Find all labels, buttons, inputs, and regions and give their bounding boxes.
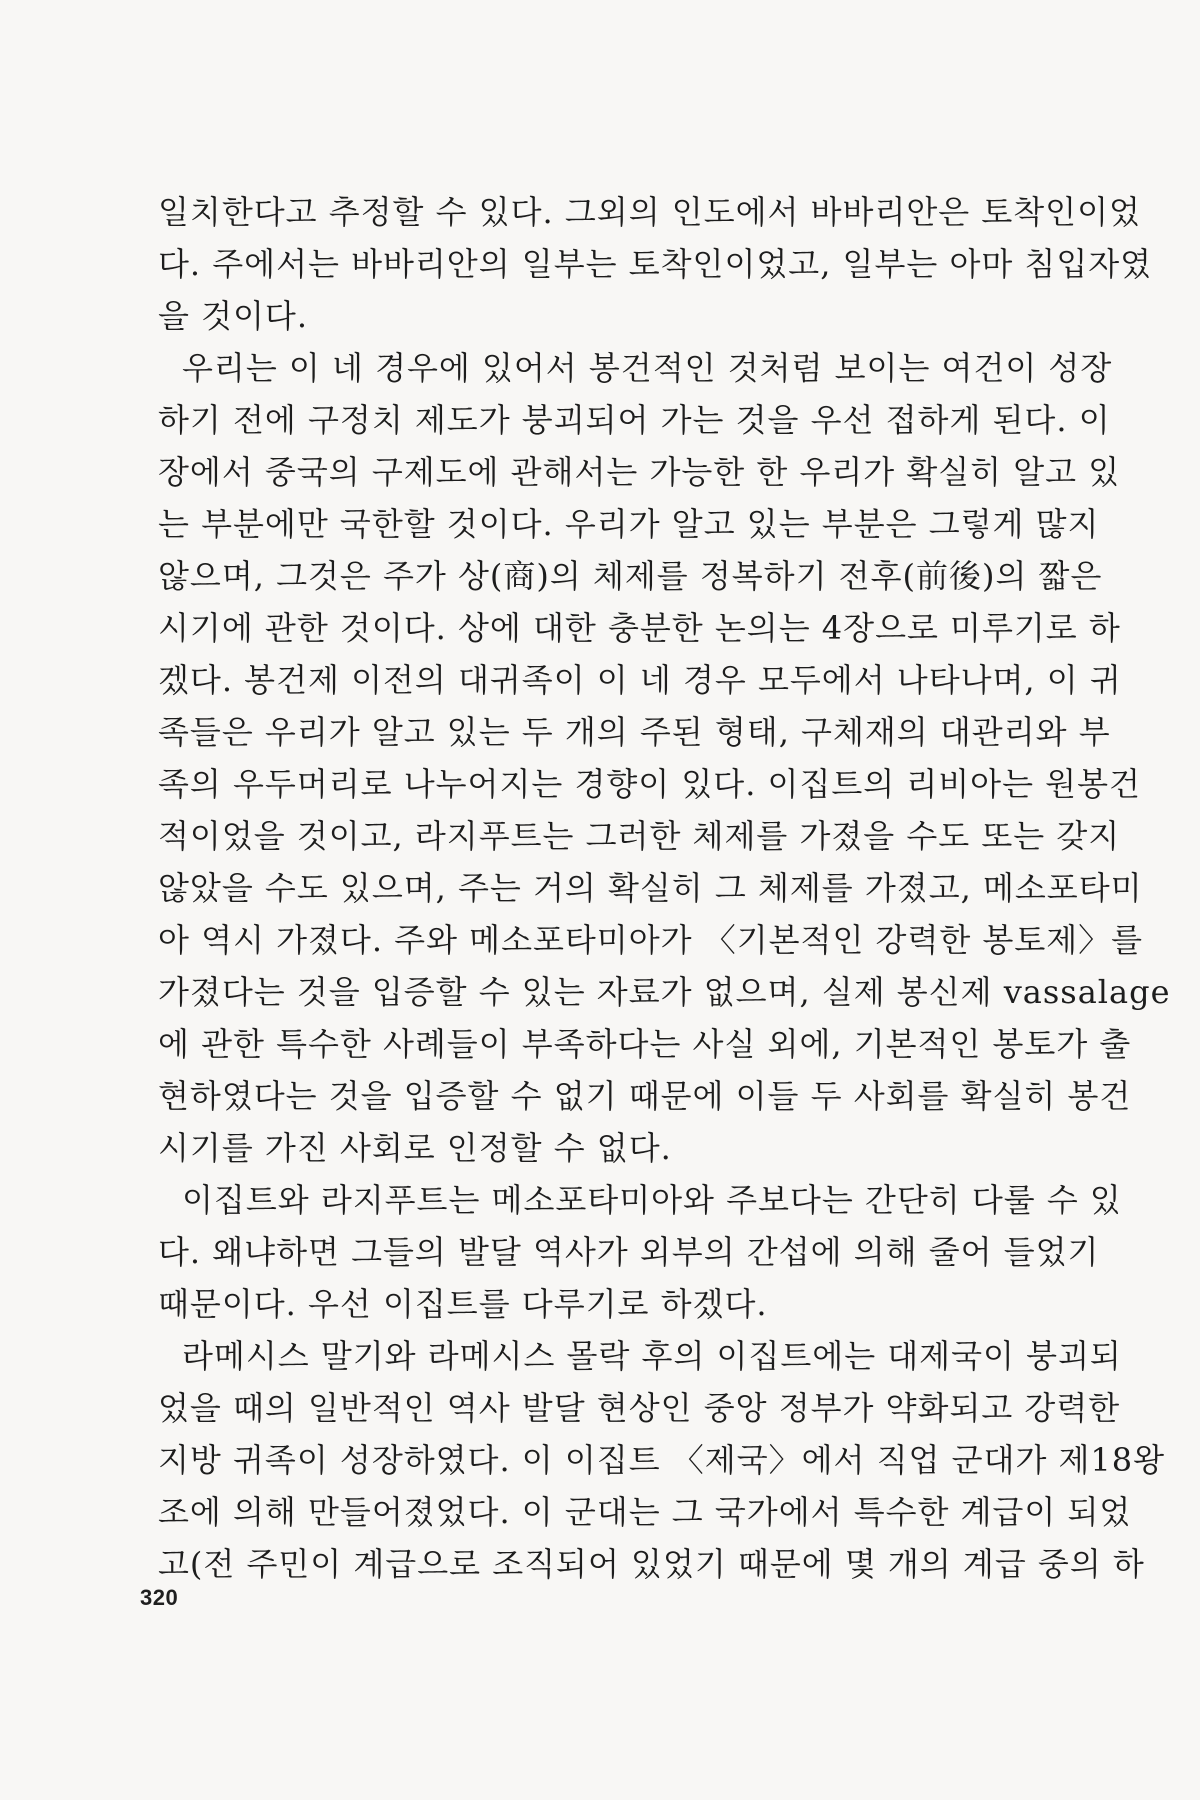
text-line: 겠다. 봉건제 이전의 대귀족이 이 네 경우 모두에서 나타나며, 이 귀 xyxy=(158,661,1122,699)
text-line: 아 역시 가졌다. 주와 메소포타미아가 〈기본적인 강력한 봉토제〉를 xyxy=(158,921,1144,959)
text-line-paragraph-start: 라메시스 말기와 라메시스 몰락 후의 이집트에는 대제국이 붕괴되 xyxy=(182,1337,1122,1375)
text-line: 하기 전에 구정치 제도가 붕괴되어 가는 것을 우선 접하게 된다. 이 xyxy=(158,401,1111,439)
text-line: 현하였다는 것을 입증할 수 없기 때문에 이들 두 사회를 확실히 봉건 xyxy=(158,1077,1132,1115)
text-line: 족들은 우리가 알고 있는 두 개의 주된 형태, 구체재의 대관리와 부 xyxy=(158,713,1111,751)
text-line: 족의 우두머리로 나누어지는 경향이 있다. 이집트의 리비아는 원봉건 xyxy=(158,765,1141,803)
text-line: 조에 의해 만들어졌었다. 이 군대는 그 국가에서 특수한 계급이 되었 xyxy=(158,1493,1132,1531)
text-line: 적이었을 것이고, 라지푸트는 그러한 체제를 가졌을 수도 또는 갖지 xyxy=(158,817,1121,855)
page-number: 320 xyxy=(140,1585,179,1610)
body-text xyxy=(158,186,1171,1590)
text-line: 일치한다고 추정할 수 있다. 그외의 인도에서 바바리안은 토착인이었 xyxy=(158,193,1141,231)
text-line: 때문이다. 우선 이집트를 다루기로 하겠다. xyxy=(158,1285,768,1323)
text-line: 는 부분에만 국한할 것이다. 우리가 알고 있는 부분은 그렇게 많지 xyxy=(158,505,1100,543)
text-line: 않았을 수도 있으며, 주는 거의 확실히 그 체제를 가졌고, 메소포타미 xyxy=(158,869,1143,907)
text-line: 지방 귀족이 성장하였다. 이 이집트 〈제국〉에서 직업 군대가 제18왕 xyxy=(158,1441,1166,1479)
text-line-paragraph-start: 우리는 이 네 경우에 있어서 봉건적인 것처럼 보이는 여건이 성장 xyxy=(182,349,1113,387)
text-line: 다. 주에서는 바바리안의 일부는 토착인이었고, 일부는 아마 침입자였 xyxy=(158,245,1153,283)
text-line: 고(전 주민이 계급으로 조직되어 있었기 때문에 몇 개의 계급 중의 하 xyxy=(158,1545,1145,1583)
text-line: 시기에 관한 것이다. 상에 대한 충분한 논의는 4장으로 미루기로 하 xyxy=(158,609,1121,647)
text-line: 장에서 중국의 구제도에 관해서는 가능한 한 우리가 확실히 알고 있 xyxy=(158,453,1121,491)
text-line: 다. 왜냐하면 그들의 발달 역사가 외부의 간섭에 의해 줄어 들었기 xyxy=(158,1233,1100,1271)
text-line: 에 관한 특수한 사례들이 부족하다는 사실 외에, 기본적인 봉토가 출 xyxy=(158,1025,1132,1063)
text-line: 었을 때의 일반적인 역사 발달 현상인 중앙 정부가 약화되고 강력한 xyxy=(158,1389,1121,1427)
text-line: 을 것이다. xyxy=(158,297,308,335)
text-line: 않으며, 그것은 주가 상(商)의 체제를 정복하기 전후(前後)의 짧은 xyxy=(158,557,1103,595)
text-line: 시기를 가진 사회로 인정할 수 없다. xyxy=(158,1129,672,1167)
text-line-paragraph-start: 이집트와 라지푸트는 메소포타미아와 주보다는 간단히 다룰 수 있 xyxy=(182,1181,1122,1219)
text-line: 가졌다는 것을 입증할 수 있는 자료가 없으며, 실제 봉신제 vassalage xyxy=(158,973,1171,1011)
